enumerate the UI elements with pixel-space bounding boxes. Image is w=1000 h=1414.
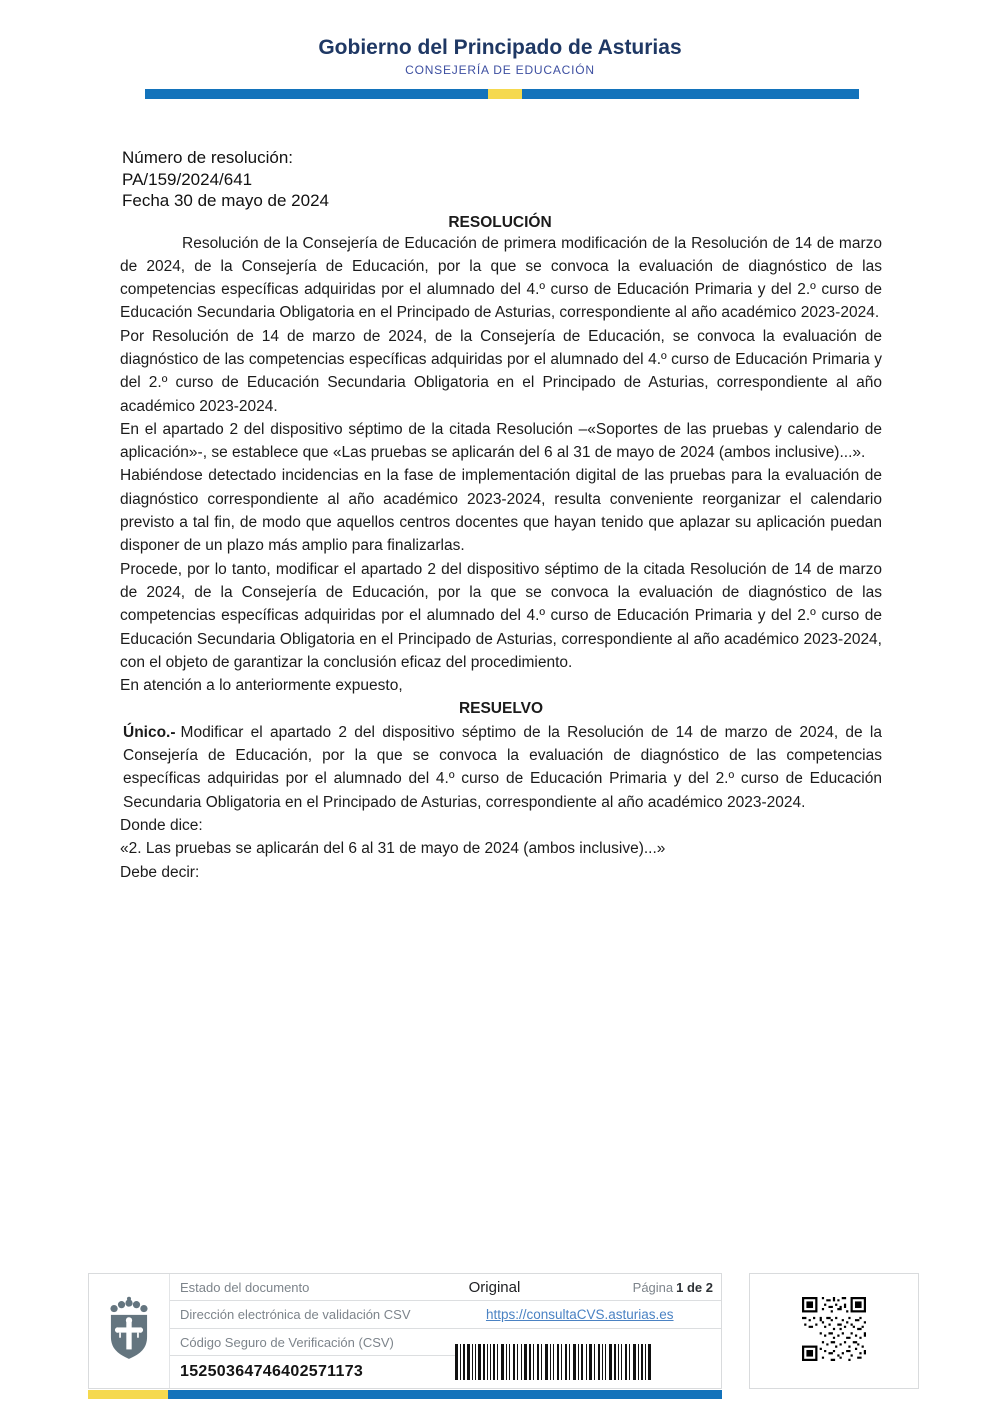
csv-validation-link[interactable]: https://consultaCVS.asturias.es [485,1307,674,1322]
paragraph: Resolución de la Consejería de Educación de primera modificación de la Resolución de 14 de marzo de 2024, de la Consejería de Educación, por la que se convoca la evaluación de diagnóstico de las competencias específicas adquiridas por el alumnado del 4.º curso de Educación Primaria y del 2.º curso de Educación Secundaria Obligatoria en el Principado de Asturias, correspondiente al año académico 2023-2024. [120,234,882,322]
csv-code-label: Código Seguro de Verificación (CSV) [180,1335,394,1350]
unico-label: Único.- [123,723,176,741]
page-label: Página [632,1279,674,1295]
paragraph: Habiéndose detectado incidencias en la fase de implementación digital de las pruebas para la evaluación de diagnóstico correspondiente al año académico 2023-2024, resulta conveniente reorganizar el calendario previsto a tal fin, de modo que aquellos centros docentes que hayan tenido que aplazar su aplicación puedan disponer de un plazo más amplio para finalizarlas. [120,467,882,555]
coat-of-arms-cell [89,1274,170,1388]
debe-decir-line: Debe decir: [120,863,200,881]
page-indicator [564,1280,713,1295]
header-divider-bar [145,89,859,99]
paragraph: En el apartado 2 del dispositivo séptimo de la citada Resolución –«Soportes de las pruebas y calendario de aplicación»-, se establece que «Las pruebas se aplicarán del 6 al 31 de mayo de 2024 (ambos inclusive)...». [120,420,882,462]
paragraph: Por Resolución de 14 de marzo de 2024, de la Consejería de Educación, se convoca la evaluación de diagnóstico de las competencias específicas adquiridas por el alumnado del 4.º curso de Educación Primaria y del 2.º curso de Educación Secundaria Obligatoria en el Principado de Asturias, correspondiente al año académico 2023-2024. [120,327,882,415]
unico-paragraph [120,721,882,814]
resuelvo-heading: RESUELVO [458,700,544,718]
partial-separator [170,1355,457,1356]
document-status-row [170,1274,721,1301]
bar-yellow-segment [88,1390,168,1399]
qr-code-box [749,1273,919,1389]
bar-blue-segment [145,89,488,99]
barcode-icon [455,1344,651,1385]
unico-text: Modificar el apartado 2 del dispositivo séptimo de la Resolución de 14 de marzo de 2024, de la Consejería de Educación, por la que se convoca la evaluación de diagnóstico de las competencias específicas adquiridas por el alumnado del 4.º curso de Educación Primaria y del 2.º curso de Educación Secundaria Obligatoria en el Principado de Asturias, correspondiente al año académico 2023-2024. [123,723,882,811]
bar-blue-segment [522,89,859,99]
csv-code-value: 15250364746402571173 [180,1363,364,1380]
document-body [120,232,882,884]
page-value: 1 de 2 [676,1279,713,1295]
paragraph: En atención a lo anteriormente expuesto, [120,677,403,695]
document-header [0,0,1000,99]
footer-color-bar [88,1390,722,1399]
resolution-number: PA/159/2024/641 [122,169,253,189]
quoted-provision: «2. Las pruebas se aplicarán del 6 al 31 de mayo de 2024 (ambos inclusive)...» [120,840,666,858]
bar-blue-segment [168,1390,722,1399]
status-label: Estado del documento [180,1279,310,1295]
resolution-number-label: Número de resolución: [122,148,294,167]
status-value: Original [468,1278,521,1296]
csv-validation-box [88,1273,722,1389]
csv-address-row [170,1301,721,1329]
government-title: Gobierno del Principado de Asturias [318,36,682,59]
qr-code-icon [802,1297,866,1366]
bar-yellow-segment [488,89,522,99]
csv-address-label: Dirección electrónica de validación CSV [180,1307,411,1322]
validation-rows [170,1274,721,1388]
department-subtitle: CONSEJERÍA DE EDUCACIÓN [405,63,595,77]
resolution-date: Fecha 30 de mayo de 2024 [122,191,329,210]
asturias-coat-of-arms-icon [105,1296,153,1367]
paragraph: Procede, por lo tanto, modificar el apartado 2 del dispositivo séptimo de la citada Resolución de 14 de marzo de 2024, de la Consejería de Educación, por la que se convoca la evaluación de diagnóstico de las competencias específicas adquiridas por el alumnado del 4.º curso de Educación Primaria y del 2.º curso de Educación Secundaria Obligatoria en el Principado de Asturias, correspondiente al año académico 2023-2024, con el objeto de garantizar la conclusión eficaz del procedimiento. [120,560,882,671]
resolution-meta [122,147,1000,212]
csv-link-wrap [447,1307,714,1322]
donde-dice-line: Donde dice: [120,816,203,834]
resolution-heading: RESOLUCIÓN [448,213,552,231]
